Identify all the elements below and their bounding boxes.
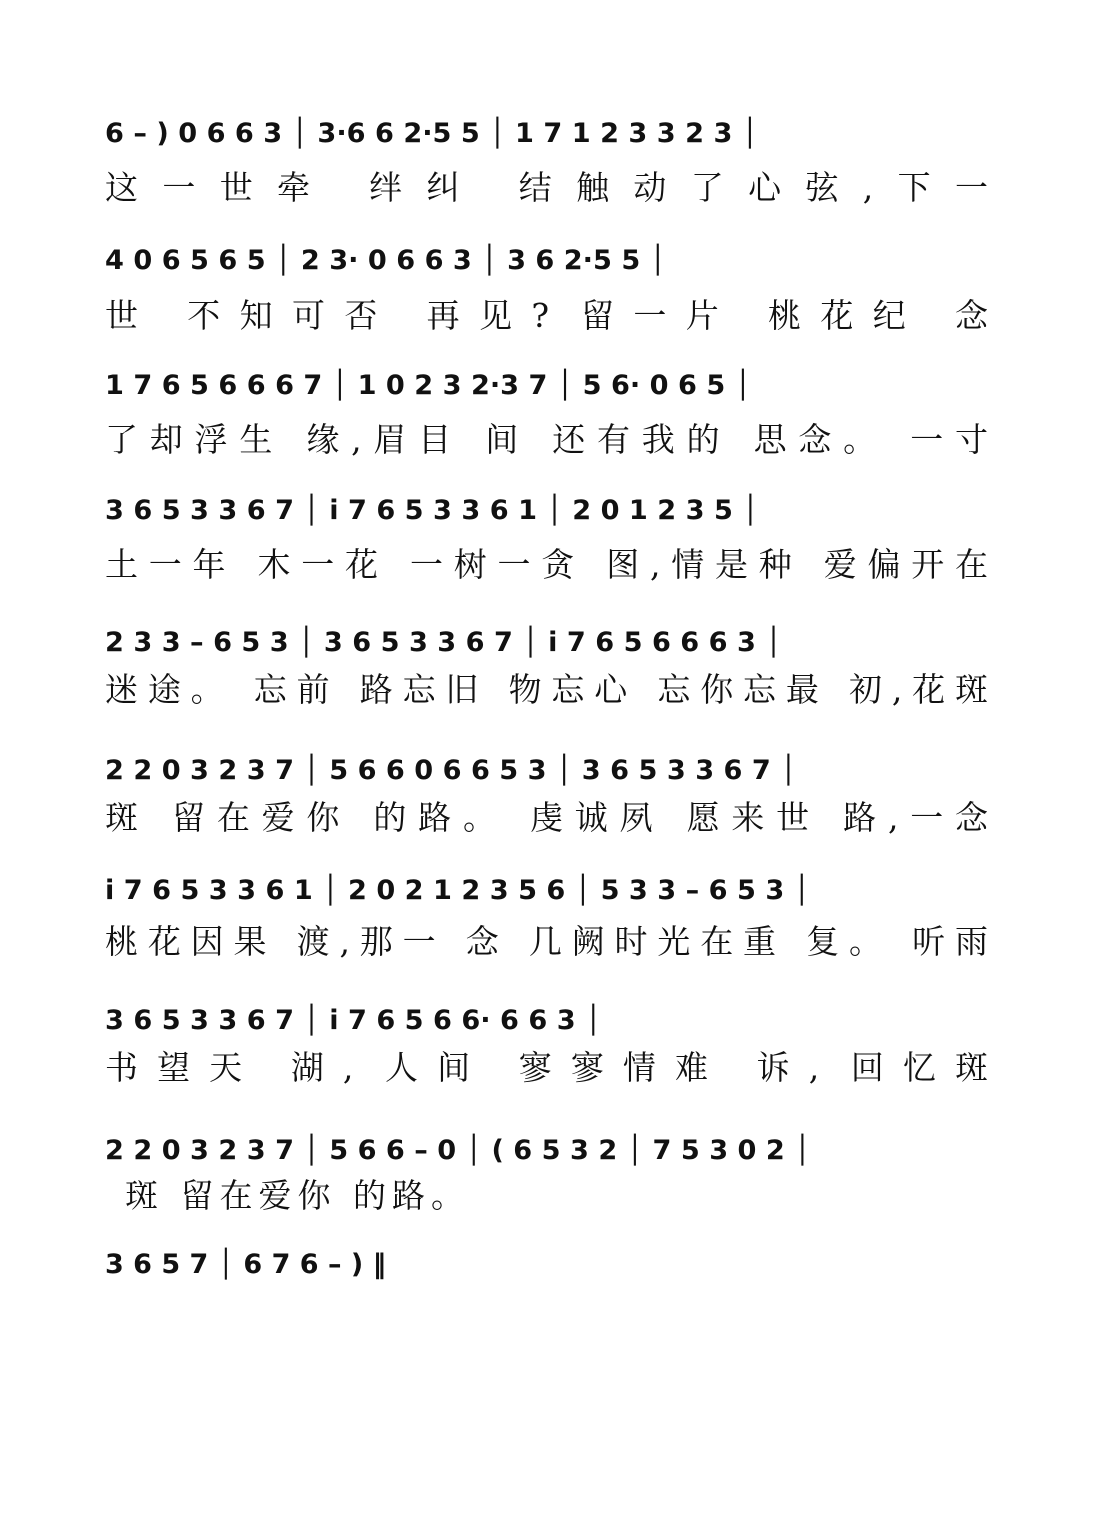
notation-line: 1 7 6 5 6 6 6 7 │ 1 0 2 3 2·3 7 │ 5 6· 0 6 5 │ bbox=[105, 370, 752, 401]
lyric-line: 斑 留在爱你 的路。 虔诚夙 愿来世 路,一念 bbox=[105, 798, 990, 837]
notation-line: i 7 6 5 3 3 6 1 │ 2 0 2 1 2 3 5 6 │ 5 3 3 – 6 5 3 │ bbox=[105, 875, 811, 906]
notation-line: 3 6 5 3 3 6 7 │ i 7 6 5 3 3 6 1 │ 2 0 1 2 3 5 │ bbox=[105, 495, 759, 526]
lyric-line: 书望天 湖, 人间 寥寥情难 诉, 回忆斑 bbox=[105, 1048, 990, 1087]
lyric-line: 这一世牵 绊纠 结触动了心弦,下一 bbox=[105, 168, 990, 207]
notation-line: 6 – ) 0 6 6 3 │ 3·6 6 2·5 5 │ 1 7 1 2 3 3 2 3 │ bbox=[105, 118, 759, 149]
lyric-line: 桃花因果 渡,那一 念 几阙时光在重 复。 听雨 bbox=[105, 922, 990, 961]
lyric-line: 了却浮生 缘,眉目 间 还有我的 思念。 一寸 bbox=[105, 420, 990, 459]
notation-line: 3 6 5 3 3 6 7 │ i 7 6 5 6 6· 6 6 3 │ bbox=[105, 1005, 602, 1036]
notation-line: 2 2 0 3 2 3 7 │ 5 6 6 0 6 6 5 3 │ 3 6 5 3 3 6 7 │ bbox=[105, 755, 797, 786]
lyric-line: 世 不知可否 再见? 留一片 桃花纪 念 bbox=[105, 296, 990, 335]
lyric-line: 土一年 木一花 一树一贪 图,情是种 爱偏开在 bbox=[105, 545, 990, 584]
notation-line: 2 2 0 3 2 3 7 │ 5 6 6 – 0 │ ( 6 5 3 2 │ 7 5 3 0 2 │ bbox=[105, 1135, 811, 1166]
notation-line: 4 0 6 5 6 5 │ 2 3· 0 6 6 3 │ 3 6 2·5 5 │ bbox=[105, 245, 667, 276]
lyric-line: 斑 留在爱你 的路。 bbox=[125, 1176, 470, 1215]
notation-line: 2 3 3 – 6 5 3 │ 3 6 5 3 3 6 7 │ i 7 6 5 6 6 6 3 │ bbox=[105, 627, 782, 658]
notation-line: 3 6 5 7 │ 6 7 6 – ) ‖ bbox=[105, 1249, 387, 1280]
lyric-line: 迷途。 忘前 路忘旧 物忘心 忘你忘最 初,花斑 bbox=[105, 670, 990, 709]
